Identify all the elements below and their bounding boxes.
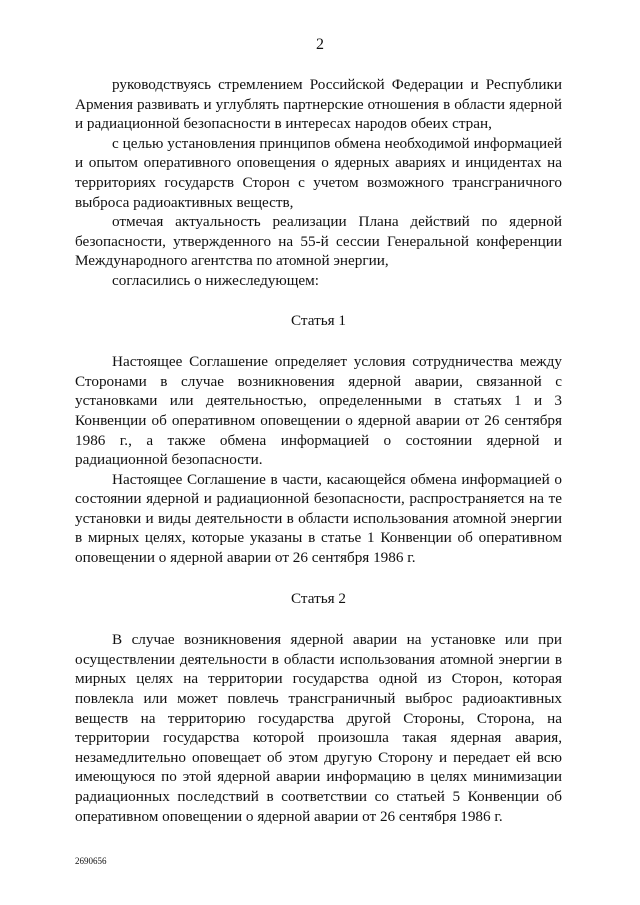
preamble-paragraph: отмечая актуальность реализации Плана действий по ядерной безопасности, утвержденного на 55-й сессии Генеральной конференции Международного агентства по атомной энергии,	[75, 213, 562, 270]
preamble-paragraph: руководствуясь стремлением Российской Федерации и Республики Армения развивать и углублять партнерские отношения в области ядерной и радиационной безопасности в интересах народов обеих стран,	[75, 76, 562, 133]
preamble-paragraph: с целью установления принципов обмена необходимой информацией и опытом оперативного оповещения о ядерных авариях и инцидентах на территориях государств Сторон с учетом возможного трансграничного выброса радиоактивных веществ,	[75, 134, 562, 211]
article-heading: Статья 1	[290, 311, 347, 329]
article-paragraph: В случае возникновения ядерной аварии на установке или при осуществлении деятельности в области использования атомной энергии в мирных целях на территории государства одной из Сторон, которая повлекла или может повлечь трансграничный выброс радиоактивных веществ на территорию государства другой Стороны, Сторона, на территории государства которой произошла такая ядерная авария, незамедлительно оповещает об этом другую Сторону и передает ей всю имеющуюся по этой ядерной аварии информацию в целях минимизации радиационных последствий в соответствии со статьей 5 Конвенции об оперативном оповещении о ядерной аварии от 26 сентября 1986 г.	[75, 631, 562, 825]
article-heading: Статья 2	[290, 589, 347, 607]
article-paragraph: Настоящее Соглашение в части, касающейся обмена информацией о состоянии ядерной и радиационной безопасности, распространяется на те установки и виды деятельности в области использования атомной энергии в мирных целях, которые указаны в статье 1 Конвенции об оперативном оповещении о ядерной аварии от 26 сентября 1986 г.	[75, 470, 562, 567]
article-paragraph: Настоящее Соглашение определяет условия сотрудничества между Сторонами в случае возникновения ядерной аварии, связанной с установками или деятельностью, определенными в статьях 1 и 3 Конвенции об оперативном оповещении о ядерной аварии от 26 сентября 1986 г., а также обмена информацией о состоянии ядерной и радиационной безопасности.	[75, 353, 562, 469]
preamble-paragraph: согласились о нижеследующем:	[112, 271, 320, 289]
document-body	[75, 75, 562, 826]
page-number: 2	[316, 36, 324, 53]
document-code: 2690656	[75, 856, 107, 866]
